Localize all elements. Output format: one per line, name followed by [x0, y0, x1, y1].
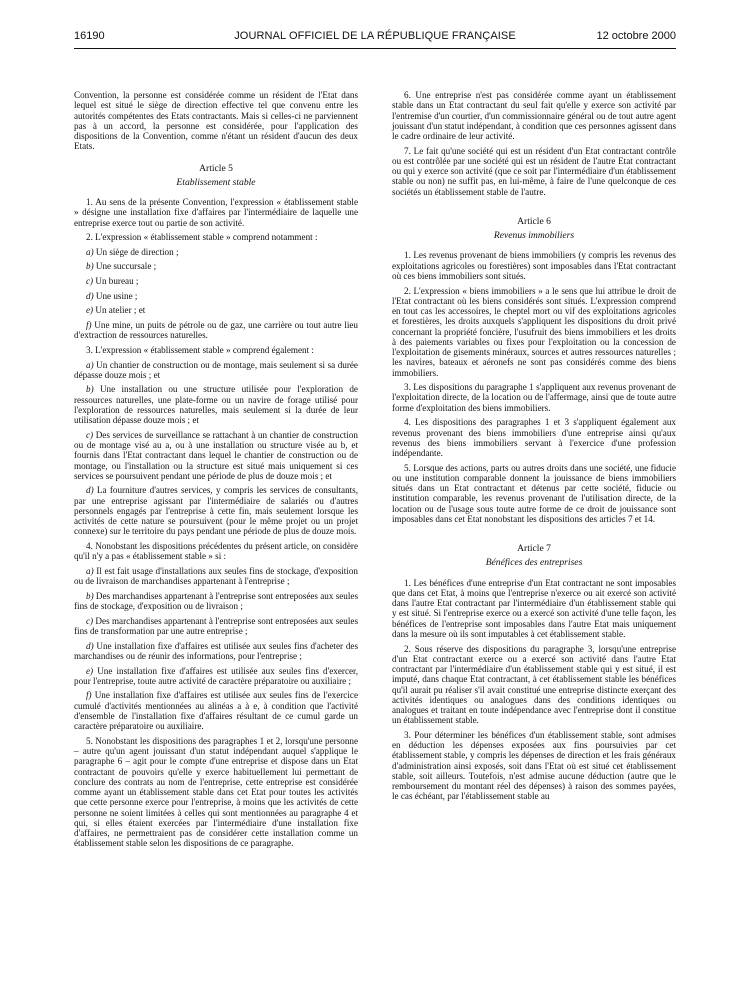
item-text: Un atelier ; et: [93, 305, 146, 316]
list-item: [74, 261, 358, 271]
paragraph: 2. L'expression « établissement stable » comprend notamment :: [86, 232, 318, 243]
list: [74, 247, 358, 341]
list-item: [74, 320, 358, 341]
list-item: [74, 384, 358, 425]
item-letter: e): [86, 305, 94, 316]
paragraph: 5. Lorsque des actions, parts ou autres droits dans une société, une fiducie ou une institution comparable donnent la jouissance de biens immobiliers situés dans un Etat contractant et détenus par cette société, fiducie ou institution comparable, les revenus provenant de l'utilisation directe, de la location ou de l'usage sous toute autre forme de ce droit de jouissance sont imposables dans cet Etat nonobstant les dispositions des articles 7 et 14.: [392, 462, 676, 524]
paragraph: 1. Au sens de la présente Convention, l'expression « établissement stable » désigne une installation fixe d'affaires par l'intermédiaire de laquelle une entreprise exerce tout ou partie de son activité.: [74, 197, 358, 228]
item-letter: d): [86, 290, 94, 301]
item-text: Une installation fixe d'affaires est utilisée aux seules fins d'exercer, pour l'entreprise, toute autre activité de caractère préparatoire ou auxiliaire ;: [74, 665, 358, 686]
item-text: Une installation fixe d'affaires est utilisée aux seules fins d'acheter des marchandises ou de réunir des informations, pour l'entreprise ;: [74, 640, 358, 661]
item-letter: b): [86, 261, 94, 272]
item-text: Un siège de direction ;: [93, 246, 179, 257]
item-text: Une installation fixe d'affaires est utilisée aux seules fins de l'exercice cumulé d'activités mentionnées au alinéas a à e, à condition que l'activité d'ensemble de l'installation fixe d'affaires résultant de ce cumul garde un caractère préparatoire ou auxiliaire.: [74, 690, 358, 732]
item-letter: b): [86, 384, 94, 395]
article-7-subtitle: Bénéfices des entreprises: [485, 557, 583, 569]
item-text: Des marchandises appartenant à l'entreprise sont entreposées aux seules fins de transformation par une autre entreprise ;: [74, 615, 358, 636]
journal-title: JOURNAL OFFICIEL DE LA RÉPUBLIQUE FRANÇAISE: [234, 30, 516, 42]
header-rule: [74, 48, 676, 49]
list-item: [74, 690, 358, 731]
list-item: [74, 616, 358, 637]
item-letter: a): [86, 246, 94, 257]
paragraph: 4. Les dispositions des paragraphes 1 et 3 s'appliquent également aux revenus provenant des biens immobiliers d'une entreprise ainsi qu'aux revenus des biens immobiliers servant à l'exercice d'une profession indépendante.: [392, 417, 676, 459]
item-text: Une succursale ;: [93, 261, 157, 272]
article-5-subtitle: Etablissement stable: [176, 176, 256, 188]
paragraph: 3. Pour déterminer les bénéfices d'un établissement stable, sont admises en déduction les dépenses exposées aux fins poursuivies par cet établissement stable, y compris les dépenses de direction et les frais généraux d'administration ainsi exposés, soit dans l'Etat où est situé cet établissement stable, soit ailleurs. Toutefois, n'est admise aucune déduction (autre que le remboursement du montant réel des dépenses) à raison des sommes payées, le cas échéant, par l'établissement stable au: [392, 729, 676, 802]
list-item: [74, 566, 358, 587]
list-item: [74, 247, 358, 257]
article-6-subtitle: Revenus immobiliers: [493, 230, 575, 242]
item-text: Une mine, un puits de pétrole ou de gaz, une carrière ou tout autre lieu d'extraction de ressources naturelles.: [74, 319, 358, 341]
item-letter: d): [86, 485, 94, 496]
item-letter: b): [86, 590, 94, 601]
list-item: [74, 591, 358, 612]
item-text: Il est fait usage d'installations aux seules fins de stockage, d'exposition ou de livraison de marchandises appartenant à l'entreprise ;: [74, 565, 358, 587]
item-letter: f): [86, 690, 92, 701]
list-item: [74, 291, 358, 301]
article-5-title: Article 5: [199, 162, 233, 174]
item-text: La fourniture d'autres services, y compris les services de consultants, par une entreprise agissant par l'intermédiaire de salariés ou d'autres personnels engagés par l'entreprise à cette fin, mais seulement lorsque les activités de cette nature se poursuivent (pour le même projet ou un projet connexe) sur le territoire du pays pendant une période de plus de douze mois.: [74, 485, 358, 537]
article-7-title: Article 7: [517, 543, 551, 555]
list-item: [74, 641, 358, 662]
item-letter: d): [86, 640, 94, 651]
page-header: [74, 30, 676, 46]
paragraph: 5. Nonobstant les dispositions des paragraphes 1 et 2, lorsqu'une personne – autre qu'un agent jouissant d'un statut indépendant auquel s'applique le paragraphe 6 – agit pour le compte d'une entreprise et dispose dans un Etat contractant de pouvoirs qu'elle y exerce habituellement lui permettant de conclure des contrats au nom de l'entreprise, cette entreprise est considérée comme ayant un établissement stable dans cet Etat pour toutes les activités que cette personne exerce pour l'entreprise, à moins que les activités de cette personne ne soient limitées à celles qui sont mentionnées au paragraphe 4 et qui, si elles étaient exercées par l'intermédiaire d'une installation fixe d'affaires, ne permettraient pas de considérer cette installation comme un établissement stable selon les dispositions de ce paragraphe.: [74, 735, 358, 849]
paragraph: Convention, la personne est considérée comme un résident de l'Etat dans lequel est situé le siège de direction effective tel que convenu entre les autorités compétentes des Etats contractants. Mais si celles-ci ne parviennent pas à un accord, la personne est considérée, pour l'application des dispositions de la Convention, comme n'étant un résident d'aucun des deux Etats.: [74, 90, 358, 152]
item-letter: c): [86, 276, 94, 287]
paragraph: 6. Une entreprise n'est pas considérée comme ayant un établissement stable dans un Etat contractant du seul fait qu'elle y exerce son activité par l'entremise d'un courtier, d'un commissionnaire général ou de tout autre agent jouissant d'un statut indépendant, à condition que ces personnes agissent dans le cadre ordinaire de leur activité.: [392, 90, 676, 141]
list: [74, 360, 358, 537]
list-item: [74, 666, 358, 687]
item-text: Des services de surveillance se rattachant à un chantier de construction ou de montage visé au a, ou à une installation ou structure visée au b, et fournis dans l'Etat contractant dans lequel le chantier de construction ou de montage, ou l'installation ou la structure est situé mais uniquement si ces services se poursuivent pendant une période de plus de douze mois ; et: [74, 429, 358, 481]
left-column: [74, 90, 358, 853]
list-item: [74, 430, 358, 481]
publication-date: 12 octobre 2000: [596, 30, 676, 42]
item-letter: c): [86, 615, 94, 626]
list-item: [74, 305, 358, 315]
item-text: Un chantier de construction ou de montage, mais seulement si sa durée dépasse douze mois ; et: [74, 359, 358, 380]
article-6-title: Article 6: [517, 215, 551, 227]
page-number: 16190: [74, 30, 105, 42]
item-text: Des marchandises appartenant à l'entreprise sont entreposées aux seules fins de stockage, d'exposition ou de livraison ;: [74, 590, 359, 612]
list-item: [74, 360, 358, 381]
paragraph: 7. Le fait qu'une société qui est un résident d'un Etat contractant contrôle ou est contrôlée par une société qui est un résident de l'autre Etat contractant ou qui y exerce son activité (que ce soit par l'intermédiaire d'un établissement stable ou non) ne suffit pas, en lui-même, à faire de l'une quelconque de ces sociétés un établissement stable de l'autre.: [392, 145, 676, 197]
item-text: Une installation ou une structure utilisée pour l'exploration de ressources naturelles, une plate-forme ou un navire de forage utilisé pour l'exploration de ressources naturelles, mais seulement si la durée de leur utilisation dépasse douze mois ; et: [74, 384, 358, 426]
item-letter: e): [86, 665, 94, 676]
list-item: [74, 485, 358, 536]
paragraph: 3. L'expression « établissement stable » comprend également :: [86, 344, 314, 355]
item-text: Un bureau ;: [93, 276, 139, 287]
item-text: Une usine ;: [93, 290, 138, 301]
right-column: [392, 90, 676, 806]
list-item: [74, 276, 358, 286]
list: [74, 566, 358, 731]
paragraph: 1. Les bénéfices d'une entreprise d'un Etat contractant ne sont imposables que dans cet Etat, à moins que l'entreprise n'exerce ou ait exercé son activité dans l'autre Etat contractant par l'intermédiaire d'un établissement stable qui y est situé. Si l'entreprise exerce ou a exercé son activité d'une telle façon, les bénéfices de l'entreprise sont imposables dans l'autre Etat mais uniquement dans la mesure où ils sont imputables à cet établissement stable.: [392, 577, 676, 639]
item-letter: c): [86, 429, 94, 440]
item-letter: a): [86, 565, 94, 576]
item-letter: a): [86, 359, 94, 370]
paragraph: 2. Sous réserve des dispositions du paragraphe 3, lorsqu'une entreprise d'un Etat contractant exerce ou a exercé son activité dans l'autre Etat contractant par l'intermédiaire d'un établissement stable qui y est situé, il est imputé, dans chaque Etat contractant, à cet établissement stable les bénéfices qu'il aurait pu réaliser s'il avait constitué une entreprise distincte exerçant des activités identiques ou analogues dans des conditions identiques ou analogues et traitant en toute indépendance avec l'entreprise dont il constitue un établissement stable.: [392, 643, 676, 726]
paragraph: 1. Les revenus provenant de biens immobiliers (y compris les revenus des exploitations agricoles ou forestières) sont imposables dans l'Etat contractant où ces biens immobiliers sont situés.: [392, 250, 676, 281]
paragraph: 2. L'expression « biens immobiliers » a le sens que lui attribue le droit de l'Etat contractant où les biens considérés sont situés. L'expression comprend en tout cas les accessoires, le cheptel mort ou vif des exploitations agricoles et forestières, les droits auxquels s'appliquent les dispositions du droit privé concernant la propriété foncière, l'usufruit des biens immobiliers et les droits à des paiements variables ou fixes pour l'exploitation ou la concession de l'exploitation de gisements minéraux, sources et autres ressources naturelles ; les navires, bateaux et aéronefs ne sont pas considérés comme des biens immobiliers.: [392, 285, 676, 378]
paragraph: 3. Les dispositions du paragraphe 1 s'appliquent aux revenus provenant de l'exploitation directe, de la location ou de l'affermage, ainsi que de toute autre forme d'exploitation des biens immobiliers.: [392, 382, 676, 413]
item-letter: f): [86, 319, 92, 330]
paragraph: 4. Nonobstant les dispositions précédentes du présent article, on considère qu'il n'y a pas « établissement stable » si :: [74, 541, 358, 562]
